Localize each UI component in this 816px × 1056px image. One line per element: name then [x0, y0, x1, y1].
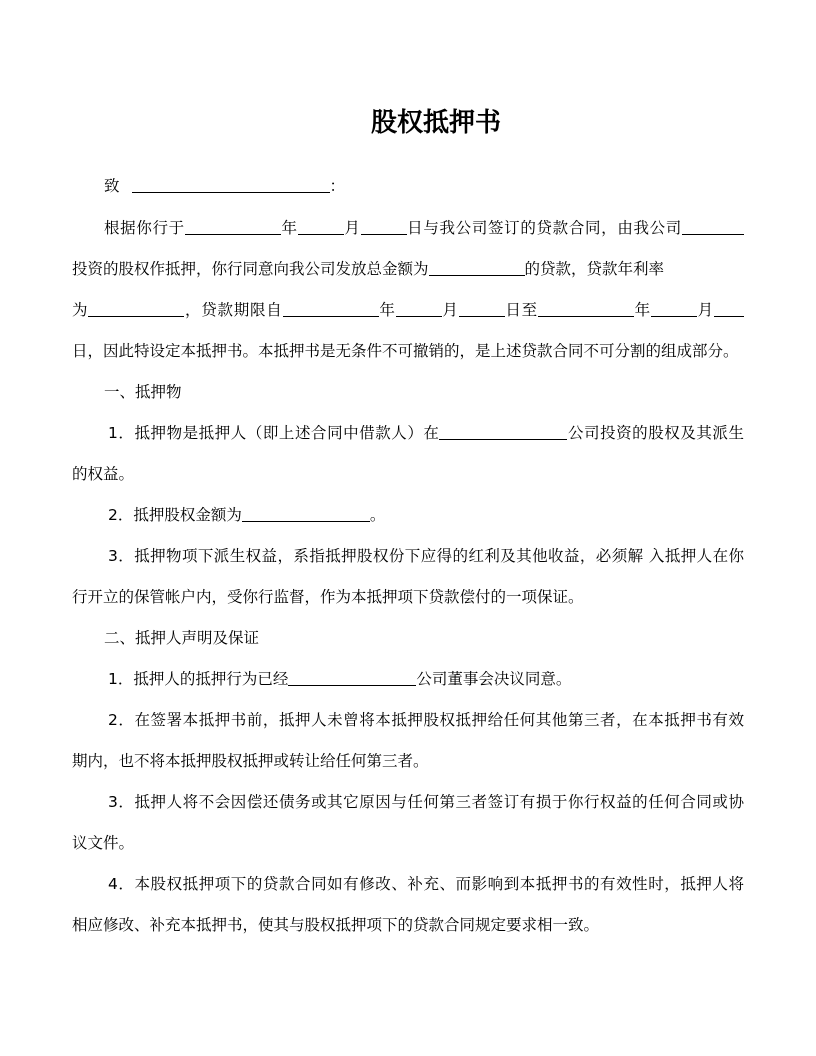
section-2-item-1: 1．抵押人的抵押行为已经 公司董事会决议同意。: [108, 670, 572, 688]
section-2-item-2: 2．在签署本抵押书前，抵押人未曾将本抵押股权抵押给任何其他第三者，在本抵押书有效: [108, 711, 744, 729]
start-year-blank[interactable]: [283, 300, 379, 317]
section-2-item-2-cont: 期内，也不将本抵押股权抵押或转让给任何第三者。: [72, 752, 429, 770]
intro-line-2: 投资的股权作抵押，你行同意向我公司发放总金额为 的贷款，贷款年利率: [72, 260, 665, 278]
interest-rate-blank[interactable]: [88, 300, 184, 317]
section-2-item-4-cont: 相应修改、补充本抵押书，使其与股权抵押项下的贷款合同规定要求相一致。: [72, 916, 600, 934]
total-amount-blank[interactable]: [429, 259, 525, 276]
addressee-blank[interactable]: [132, 176, 330, 193]
equity-amount-blank[interactable]: [242, 505, 370, 522]
end-day-blank[interactable]: [714, 300, 744, 317]
section-1-heading: 一、抵押物: [104, 383, 182, 401]
end-month-blank[interactable]: [651, 300, 697, 317]
intro-line-1: 根据你行于 年 月 日与我公司签订的贷款合同，由我公司: [72, 208, 744, 248]
section-2-item-3: 3．抵押人将不会因偿还债务或其它原因与任何第三者签订有损于你行权益的任何合同或协: [108, 793, 744, 811]
board-company-blank[interactable]: [288, 669, 416, 686]
intro-line-4: 日，因此特设定本抵押书。本抵押书是无条件不可撤销的，是上述贷款合同不可分割的组成部分。: [72, 342, 739, 360]
section-2-item-3-cont: 议文件。: [72, 834, 135, 852]
section-2-heading: 二、抵押人声明及保证: [104, 629, 260, 647]
date-year-blank[interactable]: [185, 218, 281, 235]
date-day-blank[interactable]: [361, 218, 407, 235]
date-month-blank[interactable]: [298, 218, 344, 235]
section-1-item-2: 2．抵押股权金额为 。: [108, 506, 386, 524]
section-1-item-3-cont: 行开立的保管帐户内，受你行监督，作为本抵押项下贷款偿付的一项保证。: [72, 588, 584, 606]
start-month-blank[interactable]: [396, 300, 442, 317]
investee-company-blank[interactable]: [439, 423, 567, 440]
intro-line-3: 为 ，贷款期限自 年 月 日至 年 月: [72, 290, 744, 330]
section-1-item-1-cont: 的权益。: [72, 465, 135, 483]
start-day-blank[interactable]: [459, 300, 505, 317]
document-title: 股权抵押书: [370, 108, 501, 138]
section-1-item-1: 1．抵押物是抵押人（即上述合同中借款人）在 公司投资的股权及其派生: [108, 424, 744, 442]
end-year-blank[interactable]: [538, 300, 634, 317]
company-blank[interactable]: [682, 218, 744, 235]
section-1-item-3: 3．抵押物项下派生权益，系指抵押股权份下应得的红利及其他收益，必须解 入抵押人在你: [108, 547, 744, 565]
section-2-item-4: 4．本股权抵押项下的贷款合同如有修改、补充、而影响到本抵押书的有效性时，抵押人将: [108, 875, 744, 893]
addressee-line: 致 ：: [104, 177, 346, 195]
